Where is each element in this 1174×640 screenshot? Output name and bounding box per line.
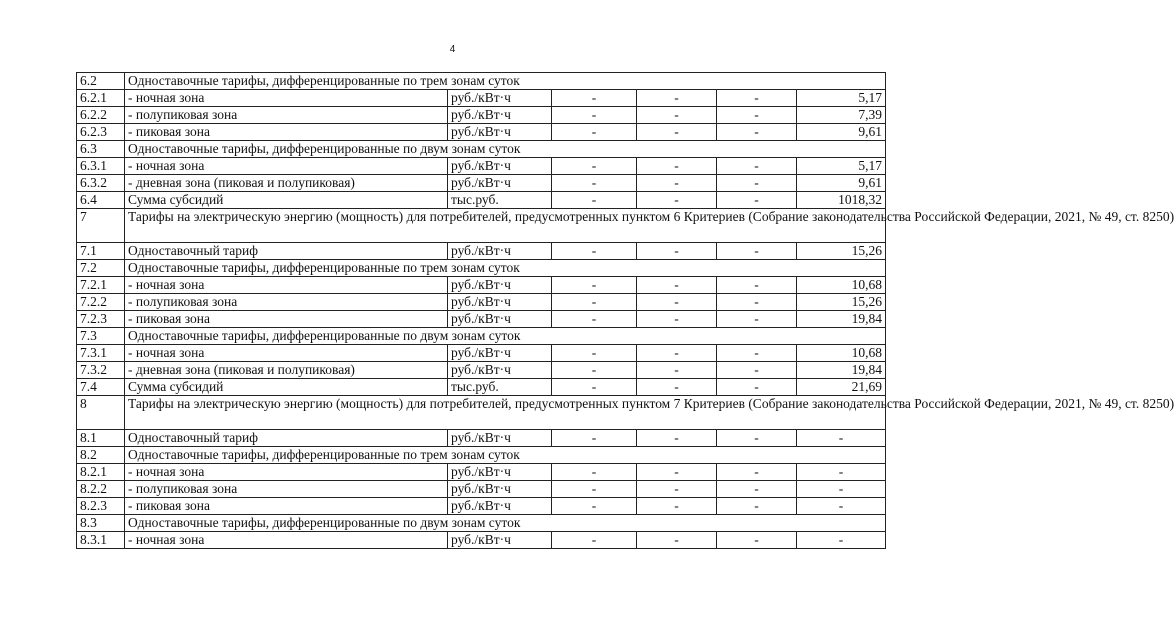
- row-number-cell: 6.2.2: [77, 107, 125, 124]
- row-name-cell: Одноставочный тариф: [125, 243, 448, 260]
- period-3-cell: -: [717, 379, 797, 396]
- period-1-cell: -: [552, 175, 637, 192]
- unit-cell: руб./кВт·ч: [448, 277, 552, 294]
- row-name-cell: - дневная зона (пиковая и полупиковая): [125, 362, 448, 379]
- period-2-cell: -: [637, 277, 717, 294]
- period-2-cell: -: [637, 107, 717, 124]
- period-2-cell: -: [637, 464, 717, 481]
- row-number-cell: 8.2.3: [77, 498, 125, 515]
- unit-cell: руб./кВт·ч: [448, 311, 552, 328]
- row-number-cell: 7: [77, 209, 125, 243]
- table-row: [77, 175, 886, 192]
- period-3-cell: -: [717, 277, 797, 294]
- row-number-cell: 6.4: [77, 192, 125, 209]
- table-row: [77, 481, 886, 498]
- period-3-cell: -: [717, 124, 797, 141]
- row-number-cell: 7.4: [77, 379, 125, 396]
- period-2-cell: -: [637, 532, 717, 549]
- group-title-cell: Одноставочные тарифы, дифференцированные по трем зонам суток: [125, 447, 886, 464]
- row-name-cell: Одноставочный тариф: [125, 430, 448, 447]
- subheader-row: [77, 328, 886, 345]
- period-2-cell: -: [637, 243, 717, 260]
- period-1-cell: -: [552, 158, 637, 175]
- unit-cell: руб./кВт·ч: [448, 294, 552, 311]
- table-row: [77, 90, 886, 107]
- period-1-cell: -: [552, 430, 637, 447]
- row-number-cell: 7.3.1: [77, 345, 125, 362]
- period-3-cell: -: [717, 90, 797, 107]
- subheader-row: [77, 141, 886, 158]
- table-row: [77, 311, 886, 328]
- row-name-cell: - ночная зона: [125, 464, 448, 481]
- row-name-cell: - дневная зона (пиковая и полупиковая): [125, 175, 448, 192]
- period-2-cell: -: [637, 498, 717, 515]
- group-title-cell: Одноставочные тарифы, дифференцированные по двум зонам суток: [125, 328, 886, 345]
- table-row: [77, 430, 886, 447]
- value-cell: 9,61: [797, 175, 886, 192]
- subheader-row: [77, 447, 886, 464]
- row-number-cell: 7.2.1: [77, 277, 125, 294]
- row-number-cell: 6.2: [77, 73, 125, 90]
- unit-cell: руб./кВт·ч: [448, 430, 552, 447]
- period-1-cell: -: [552, 464, 637, 481]
- unit-cell: руб./кВт·ч: [448, 243, 552, 260]
- row-name-cell: - ночная зона: [125, 345, 448, 362]
- period-3-cell: -: [717, 243, 797, 260]
- period-3-cell: -: [717, 294, 797, 311]
- row-number-cell: 7.3.2: [77, 362, 125, 379]
- row-name-cell: - ночная зона: [125, 90, 448, 107]
- row-name-cell: - полупиковая зона: [125, 107, 448, 124]
- row-number-cell: 8.3.1: [77, 532, 125, 549]
- table-row: [77, 107, 886, 124]
- row-name-cell: - пиковая зона: [125, 124, 448, 141]
- period-1-cell: -: [552, 362, 637, 379]
- period-1-cell: -: [552, 379, 637, 396]
- section-row: [77, 209, 886, 243]
- unit-cell: руб./кВт·ч: [448, 158, 552, 175]
- period-3-cell: -: [717, 464, 797, 481]
- period-2-cell: -: [637, 481, 717, 498]
- unit-cell: руб./кВт·ч: [448, 90, 552, 107]
- table-row: [77, 532, 886, 549]
- table-row: [77, 192, 886, 209]
- row-name-cell: - пиковая зона: [125, 311, 448, 328]
- value-cell: 1018,32: [797, 192, 886, 209]
- row-number-cell: 6.2.3: [77, 124, 125, 141]
- row-name-cell: - пиковая зона: [125, 498, 448, 515]
- period-3-cell: -: [717, 175, 797, 192]
- row-number-cell: 6.3: [77, 141, 125, 158]
- value-cell: 21,69: [797, 379, 886, 396]
- value-cell: 5,17: [797, 90, 886, 107]
- value-cell: 10,68: [797, 345, 886, 362]
- row-number-cell: 8.1: [77, 430, 125, 447]
- period-1-cell: -: [552, 481, 637, 498]
- period-2-cell: -: [637, 379, 717, 396]
- period-2-cell: -: [637, 90, 717, 107]
- row-number-cell: 7.2.3: [77, 311, 125, 328]
- value-cell: 10,68: [797, 277, 886, 294]
- page-number: 4: [449, 44, 456, 55]
- row-number-cell: 8: [77, 396, 125, 430]
- value-cell: 15,26: [797, 294, 886, 311]
- row-name-cell: - ночная зона: [125, 277, 448, 294]
- row-number-cell: 8.2: [77, 447, 125, 464]
- period-2-cell: -: [637, 124, 717, 141]
- value-cell: -: [797, 430, 886, 447]
- table-row: [77, 345, 886, 362]
- period-1-cell: -: [552, 124, 637, 141]
- row-number-cell: 7.2: [77, 260, 125, 277]
- row-number-cell: 6.2.1: [77, 90, 125, 107]
- row-number-cell: 6.3.2: [77, 175, 125, 192]
- period-2-cell: -: [637, 158, 717, 175]
- period-3-cell: -: [717, 430, 797, 447]
- row-number-cell: 8.2.1: [77, 464, 125, 481]
- row-name-cell: - полупиковая зона: [125, 481, 448, 498]
- value-cell: 7,39: [797, 107, 886, 124]
- section-title-cell: Тарифы на электрическую энергию (мощность) для потребителей, предусмотренных пунктом 7 Критериев (Собрание законодательства Российской Федерации, 2021, № 49, ст. 8250): [125, 396, 886, 430]
- unit-cell: руб./кВт·ч: [448, 498, 552, 515]
- table-row: [77, 464, 886, 481]
- row-number-cell: 8.2.2: [77, 481, 125, 498]
- period-3-cell: -: [717, 362, 797, 379]
- period-3-cell: -: [717, 481, 797, 498]
- table-row: [77, 379, 886, 396]
- value-cell: -: [797, 464, 886, 481]
- period-3-cell: -: [717, 107, 797, 124]
- value-cell: 15,26: [797, 243, 886, 260]
- value-cell: 19,84: [797, 311, 886, 328]
- value-cell: 5,17: [797, 158, 886, 175]
- period-2-cell: -: [637, 192, 717, 209]
- row-number-cell: 7.3: [77, 328, 125, 345]
- section-title-cell: Тарифы на электрическую энергию (мощность) для потребителей, предусмотренных пунктом 6 Критериев (Собрание законодательства Российской Федерации, 2021, № 49, ст. 8250): [125, 209, 886, 243]
- table-row: [77, 158, 886, 175]
- period-1-cell: -: [552, 243, 637, 260]
- period-2-cell: -: [637, 311, 717, 328]
- subheader-row: [77, 260, 886, 277]
- period-1-cell: -: [552, 192, 637, 209]
- row-number-cell: 7.1: [77, 243, 125, 260]
- group-title-cell: Одноставочные тарифы, дифференцированные по двум зонам суток: [125, 515, 886, 532]
- value-cell: 9,61: [797, 124, 886, 141]
- unit-cell: тыс.руб.: [448, 379, 552, 396]
- table-row: [77, 362, 886, 379]
- period-1-cell: -: [552, 277, 637, 294]
- period-2-cell: -: [637, 430, 717, 447]
- row-number-cell: 8.3: [77, 515, 125, 532]
- table-row: [77, 498, 886, 515]
- row-name-cell: - полупиковая зона: [125, 294, 448, 311]
- section-row: [77, 396, 886, 430]
- period-2-cell: -: [637, 345, 717, 362]
- value-cell: -: [797, 532, 886, 549]
- value-cell: -: [797, 498, 886, 515]
- row-name-cell: - ночная зона: [125, 158, 448, 175]
- unit-cell: руб./кВт·ч: [448, 532, 552, 549]
- period-3-cell: -: [717, 192, 797, 209]
- value-cell: -: [797, 481, 886, 498]
- period-3-cell: -: [717, 311, 797, 328]
- subheader-row: [77, 73, 886, 90]
- period-1-cell: -: [552, 532, 637, 549]
- row-name-cell: Сумма субсидий: [125, 192, 448, 209]
- group-title-cell: Одноставочные тарифы, дифференцированные по трем зонам суток: [125, 73, 886, 90]
- unit-cell: руб./кВт·ч: [448, 107, 552, 124]
- period-1-cell: -: [552, 498, 637, 515]
- period-1-cell: -: [552, 345, 637, 362]
- unit-cell: руб./кВт·ч: [448, 464, 552, 481]
- period-1-cell: -: [552, 90, 637, 107]
- table-row: [77, 243, 886, 260]
- unit-cell: руб./кВт·ч: [448, 124, 552, 141]
- value-cell: 19,84: [797, 362, 886, 379]
- period-3-cell: -: [717, 345, 797, 362]
- unit-cell: руб./кВт·ч: [448, 481, 552, 498]
- period-3-cell: -: [717, 498, 797, 515]
- group-title-cell: Одноставочные тарифы, дифференцированные по трем зонам суток: [125, 260, 886, 277]
- row-name-cell: - ночная зона: [125, 532, 448, 549]
- unit-cell: руб./кВт·ч: [448, 175, 552, 192]
- group-title-cell: Одноставочные тарифы, дифференцированные по двум зонам суток: [125, 141, 886, 158]
- period-2-cell: -: [637, 294, 717, 311]
- row-number-cell: 6.3.1: [77, 158, 125, 175]
- period-2-cell: -: [637, 362, 717, 379]
- table-row: [77, 124, 886, 141]
- row-number-cell: 7.2.2: [77, 294, 125, 311]
- unit-cell: тыс.руб.: [448, 192, 552, 209]
- table-row: [77, 277, 886, 294]
- period-2-cell: -: [637, 175, 717, 192]
- table-row: [77, 294, 886, 311]
- period-1-cell: -: [552, 311, 637, 328]
- period-3-cell: -: [717, 532, 797, 549]
- unit-cell: руб./кВт·ч: [448, 362, 552, 379]
- period-1-cell: -: [552, 294, 637, 311]
- tariff-table: [76, 72, 1174, 549]
- unit-cell: руб./кВт·ч: [448, 345, 552, 362]
- row-name-cell: Сумма субсидий: [125, 379, 448, 396]
- subheader-row: [77, 515, 886, 532]
- period-1-cell: -: [552, 107, 637, 124]
- period-3-cell: -: [717, 158, 797, 175]
